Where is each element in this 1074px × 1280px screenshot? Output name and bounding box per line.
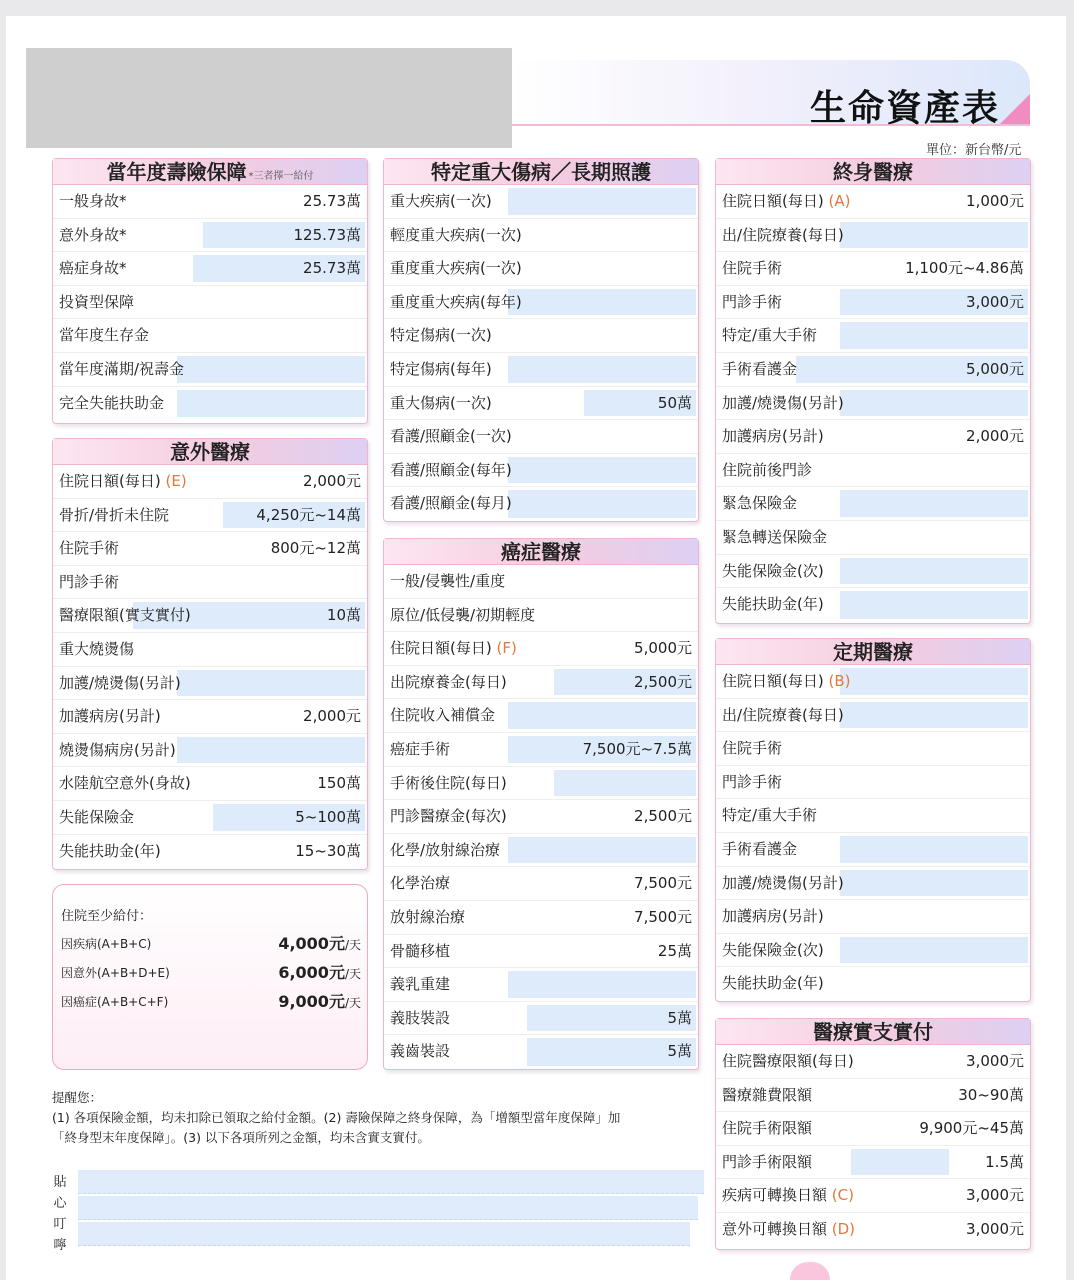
row-value: 1.5萬	[985, 1152, 1024, 1171]
row-tag: (A)	[823, 192, 851, 210]
panel-title-text: 終身醫療	[833, 160, 913, 184]
row-value: 125.73萬	[293, 225, 361, 244]
row-value: 25.73萬	[303, 259, 361, 278]
row-label: 看護/照顧金(每月)	[390, 494, 512, 513]
table-row	[53, 252, 367, 286]
row-value: 7,500元~7.5萬	[582, 739, 692, 758]
summary-label: 因疾病(A+B+C)	[61, 937, 152, 951]
notes-line-2: 「終身型末年度保障」。(3) 以下各項所列之金額，均未含實支實付。	[52, 1130, 430, 1145]
table-row	[716, 833, 1030, 867]
summary-label: 因癌症(A+B+C+F)	[61, 995, 169, 1009]
title-banner	[512, 60, 1030, 129]
value-highlight	[554, 770, 696, 797]
table-row	[716, 353, 1030, 387]
critical-illness-panel	[383, 158, 699, 522]
row-value: 1,000元	[966, 192, 1024, 210]
row-value: 1,100元~4.86萬	[905, 259, 1024, 278]
row-value: 5萬	[667, 1008, 692, 1027]
row-label: 重度重大疾病(一次)	[390, 259, 522, 278]
table-row	[384, 319, 698, 353]
table-row	[384, 1035, 698, 1069]
table-row	[716, 1179, 1030, 1213]
table-row	[384, 901, 698, 935]
row-value: 5萬	[667, 1042, 692, 1061]
table-row	[716, 185, 1030, 219]
table-row	[53, 633, 367, 667]
row-label: 加護/燒燙傷(另計)	[722, 393, 844, 412]
table-row	[53, 185, 367, 219]
row-label: 當年度滿期/祝壽金	[59, 359, 185, 378]
row-label: 失能扶助金(年)	[722, 974, 824, 993]
row-label: 失能扶助金(年)	[722, 595, 824, 614]
table-row	[53, 219, 367, 253]
table-row	[384, 834, 698, 868]
row-label: 失能保險金(次)	[722, 940, 824, 959]
row-label: 重大疾病(一次)	[390, 192, 492, 210]
page-title: 生命資產表	[809, 88, 1000, 129]
reminder-notes	[52, 1088, 692, 1148]
row-value: 50萬	[657, 393, 692, 412]
value-highlight	[851, 1149, 949, 1176]
row-label: 住院手術限額	[722, 1119, 813, 1138]
value-highlight	[177, 356, 365, 383]
row-label: 義乳重建	[390, 975, 451, 994]
term-medical-panel	[715, 638, 1031, 1002]
sticky-note-label: 貼心叮嚀	[53, 1175, 67, 1253]
row-label: 重大燒燙傷	[59, 639, 135, 658]
table-row	[716, 219, 1030, 253]
table-row	[716, 1112, 1030, 1146]
row-label: 義齒裝設	[390, 1042, 451, 1061]
hospitalization-summary-box	[52, 884, 368, 1070]
accident-medical-panel	[52, 438, 368, 870]
row-label: 放射線治療	[390, 907, 466, 926]
table-row	[53, 465, 367, 499]
row-label: 加護/燒燙傷(另計)	[722, 873, 844, 892]
row-label: 住院醫療限額(每日)	[722, 1052, 854, 1070]
table-row	[716, 732, 1030, 766]
row-label: 手術後住院(每日)	[390, 773, 507, 792]
summary-amount: 6,000元	[278, 963, 345, 982]
panel-title	[384, 159, 698, 185]
row-value: 3,000元	[966, 1186, 1024, 1205]
row-label: 住院日額(每日) (A)	[722, 192, 851, 210]
row-label: 燒燙傷病房(另計)	[59, 740, 176, 759]
table-row	[384, 252, 698, 286]
row-label: 門診手術	[722, 772, 783, 791]
table-row	[716, 1213, 1030, 1247]
value-highlight	[840, 390, 1028, 417]
lifelong-medical-panel	[715, 158, 1031, 624]
reimbursement-panel	[715, 1018, 1031, 1250]
panel-subtitle: *三者擇一給付	[248, 171, 314, 182]
row-value: 800元~12萬	[270, 539, 361, 558]
table-row	[716, 454, 1030, 488]
sticky-note-line	[78, 1222, 690, 1246]
row-label: 特定/重大手術	[722, 806, 818, 825]
table-row	[384, 666, 698, 700]
value-highlight	[508, 971, 696, 998]
value-highlight	[840, 222, 1028, 249]
table-row	[53, 353, 367, 387]
row-label: 手術看護金	[722, 359, 798, 378]
row-label: 水陸航空意外(身故)	[59, 774, 191, 793]
row-label: 骨折/骨折未住院	[59, 505, 170, 524]
row-label: 門診手術	[59, 572, 120, 591]
row-value: 2,500元	[634, 807, 692, 826]
table-row	[53, 499, 367, 533]
table-row	[53, 734, 367, 768]
row-label: 住院手術	[722, 739, 783, 758]
row-label: 意外身故*	[59, 225, 127, 244]
table-row	[384, 935, 698, 969]
panel-title-text: 定期醫療	[833, 640, 913, 664]
row-label: 出院療養金(每日)	[390, 672, 507, 691]
row-label: 化學治療	[390, 874, 451, 893]
value-highlight	[840, 836, 1028, 863]
table-row	[53, 599, 367, 633]
row-tag: (F)	[491, 639, 517, 658]
value-highlight	[840, 937, 1028, 964]
value-highlight	[840, 870, 1028, 897]
row-label: 看護/照顧金(一次)	[390, 427, 512, 446]
life-insurance-panel	[52, 158, 368, 424]
row-label: 失能保險金(次)	[722, 561, 824, 580]
row-label: 完全失能扶助金	[59, 393, 165, 412]
row-label: 看護/照顧金(每年)	[390, 460, 512, 479]
value-highlight	[508, 289, 696, 316]
table-row	[384, 599, 698, 633]
row-value: 5,000元	[634, 639, 692, 658]
table-row	[716, 900, 1030, 934]
row-label: 特定傷病(一次)	[390, 326, 492, 345]
table-row	[716, 967, 1030, 1001]
row-label: 加護病房(另計)	[722, 907, 824, 926]
row-value: 7,500元	[634, 874, 692, 893]
row-label: 特定傷病(每年)	[390, 359, 492, 378]
value-highlight	[840, 558, 1028, 585]
panel-title-text: 醫療實支實付	[813, 1020, 933, 1044]
row-label: 癌症身故*	[59, 259, 127, 278]
row-label: 化學/放射線治療	[390, 840, 501, 859]
panel-title-text: 癌症醫療	[501, 540, 581, 564]
table-row	[716, 799, 1030, 833]
table-row	[716, 665, 1030, 699]
table-row	[716, 1146, 1030, 1180]
table-row	[716, 487, 1030, 521]
summary-row	[61, 960, 361, 984]
table-row	[384, 867, 698, 901]
row-value: 2,000元	[303, 472, 361, 490]
row-value: 3,000元	[966, 292, 1024, 311]
row-label: 醫療雜費限額	[722, 1085, 813, 1104]
panel-title-text: 當年度壽險保障	[106, 160, 247, 184]
table-row	[384, 487, 698, 521]
row-label: 住院日額(每日) (E)	[59, 472, 187, 490]
row-label: 一般/侵襲性/重度	[390, 572, 506, 590]
table-row	[384, 420, 698, 454]
cancer-medical-panel	[383, 538, 699, 1070]
table-row	[384, 632, 698, 666]
table-row	[716, 252, 1030, 286]
row-label: 門診手術	[722, 292, 783, 311]
row-value: 7,500元	[634, 907, 692, 926]
redacted-area	[26, 48, 512, 148]
notes-line-1: (1) 各項保險金額，均未扣除已領取之給付金額。(2) 壽險保障之終身保障，為「增額型當年度保障」加	[52, 1110, 621, 1125]
row-label: 加護病房(另計)	[722, 427, 824, 446]
value-highlight	[840, 322, 1028, 349]
row-label: 特定/重大手術	[722, 326, 818, 345]
row-label: 手術看護金	[722, 839, 798, 858]
sticky-note-line	[78, 1170, 704, 1194]
row-label: 醫療限額(實支實付)	[59, 606, 191, 625]
row-label: 出/住院療養(每日)	[722, 705, 844, 724]
row-label: 輕度重大疾病(一次)	[390, 225, 522, 244]
value-highlight	[177, 390, 365, 418]
row-label: 住院前後門診	[722, 460, 813, 479]
row-tag: (B)	[823, 672, 851, 690]
row-value: 15~30萬	[295, 841, 361, 860]
row-label: 骨髓移植	[390, 941, 451, 960]
row-label: 住院手術	[59, 539, 120, 558]
currency-unit: 單位：新台幣/元	[926, 143, 1022, 158]
table-row	[384, 387, 698, 421]
table-row	[53, 667, 367, 701]
table-row	[384, 219, 698, 253]
value-highlight	[840, 668, 1028, 695]
row-label: 重度重大疾病(每年)	[390, 292, 522, 311]
summary-label: 因意外(A+B+D+E)	[61, 966, 170, 980]
table-row	[53, 566, 367, 600]
panel-title-text: 意外醫療	[170, 440, 250, 464]
value-highlight	[508, 702, 696, 729]
row-label: 加護/燒燙傷(另計)	[59, 673, 181, 692]
row-value: 5~100萬	[295, 807, 361, 826]
panel-title	[716, 1019, 1030, 1045]
row-value: 150萬	[317, 774, 361, 793]
row-label: 重大傷病(一次)	[390, 393, 492, 412]
row-label: 緊急轉送保險金	[722, 527, 828, 546]
summary-unit: /天	[344, 938, 361, 952]
row-value: 25萬	[657, 941, 692, 960]
row-value: 10萬	[326, 606, 361, 625]
table-row	[384, 733, 698, 767]
value-highlight	[177, 737, 365, 764]
table-row	[384, 800, 698, 834]
row-value: 2,000元	[303, 707, 361, 726]
table-row	[716, 319, 1030, 353]
row-label: 原位/低侵襲/初期輕度	[390, 605, 536, 624]
table-row	[716, 1079, 1030, 1113]
row-label: 失能保險金	[59, 807, 135, 826]
row-label: 住院收入補償金	[390, 706, 496, 725]
table-row	[716, 387, 1030, 421]
table-row	[716, 699, 1030, 733]
row-label: 意外可轉換日額 (D)	[722, 1219, 856, 1238]
table-row	[716, 555, 1030, 589]
row-label: 住院日額(每日) (F)	[390, 639, 517, 658]
summary-title: 住院至少給付：	[61, 909, 153, 924]
row-value: 3,000元	[966, 1219, 1024, 1238]
table-row	[716, 420, 1030, 454]
summary-value	[278, 989, 361, 1012]
value-highlight	[840, 702, 1028, 729]
panel-title	[716, 639, 1030, 665]
row-tag: (C)	[827, 1186, 854, 1205]
sticky-note-line	[78, 1196, 698, 1220]
row-label: 門診手術限額	[722, 1152, 813, 1171]
table-row	[53, 767, 367, 801]
panel-title	[384, 539, 698, 565]
value-highlight	[508, 837, 696, 864]
banner-corner-decoration	[1000, 94, 1030, 124]
table-row	[384, 968, 698, 1002]
row-label: 加護病房(另計)	[59, 707, 161, 726]
table-row	[716, 766, 1030, 800]
value-highlight	[508, 188, 696, 215]
summary-amount: 4,000元	[278, 934, 345, 953]
summary-unit: /天	[344, 996, 361, 1010]
row-label: 住院日額(每日) (B)	[722, 672, 851, 690]
row-tag: (E)	[160, 472, 187, 490]
panel-title	[53, 159, 367, 185]
row-label: 癌症手術	[390, 739, 451, 758]
row-value: 25.73萬	[303, 192, 361, 210]
row-value: 2,500元	[634, 672, 692, 691]
value-highlight	[840, 490, 1028, 517]
row-value: 3,000元	[966, 1052, 1024, 1070]
summary-amount: 9,000元	[278, 992, 345, 1011]
notes-heading: 提醒您：	[52, 1090, 103, 1105]
table-row	[384, 565, 698, 599]
table-row	[384, 767, 698, 801]
summary-unit: /天	[344, 967, 361, 981]
table-row	[716, 934, 1030, 968]
row-label: 疾病可轉換日額 (C)	[722, 1186, 854, 1205]
table-row	[384, 353, 698, 387]
table-row	[384, 1002, 698, 1036]
row-value: 2,000元	[966, 427, 1024, 446]
table-row	[716, 1045, 1030, 1079]
row-label: 失能扶助金(年)	[59, 841, 161, 860]
panel-title	[716, 159, 1030, 185]
summary-row	[61, 931, 361, 955]
table-row	[53, 319, 367, 353]
row-label: 住院手術	[722, 259, 783, 278]
summary-value	[278, 931, 361, 954]
table-row	[716, 867, 1030, 901]
table-row	[53, 835, 367, 869]
table-row	[384, 699, 698, 733]
row-label: 投資型保障	[59, 292, 135, 311]
row-label: 義肢裝設	[390, 1008, 451, 1027]
value-highlight	[177, 670, 365, 697]
table-row	[716, 521, 1030, 555]
panel-title-text: 特定重大傷病／長期照護	[431, 160, 651, 184]
row-tag: (D)	[827, 1219, 856, 1238]
table-row	[53, 387, 367, 421]
row-value: 4,250元~14萬	[256, 505, 361, 524]
value-highlight	[840, 591, 1028, 619]
table-row	[384, 286, 698, 320]
table-row	[384, 185, 698, 219]
row-label: 緊急保險金	[722, 494, 798, 513]
row-label: 當年度生存金	[59, 326, 150, 345]
row-label: 一般身故*	[59, 192, 127, 210]
row-value: 30~90萬	[958, 1085, 1024, 1104]
value-highlight	[508, 457, 696, 484]
value-highlight	[508, 490, 696, 518]
table-row	[716, 588, 1030, 622]
row-value: 9,900元~45萬	[919, 1119, 1024, 1138]
panel-title	[53, 439, 367, 465]
table-row	[716, 286, 1030, 320]
table-row	[384, 454, 698, 488]
table-row	[53, 532, 367, 566]
row-value: 5,000元	[966, 359, 1024, 378]
row-label: 出/住院療養(每日)	[722, 225, 844, 244]
table-row	[53, 700, 367, 734]
summary-value	[278, 960, 361, 983]
table-row	[53, 801, 367, 835]
summary-row	[61, 989, 361, 1013]
table-row	[53, 286, 367, 320]
row-label: 門診醫療金(每次)	[390, 807, 507, 826]
value-highlight	[508, 356, 696, 383]
